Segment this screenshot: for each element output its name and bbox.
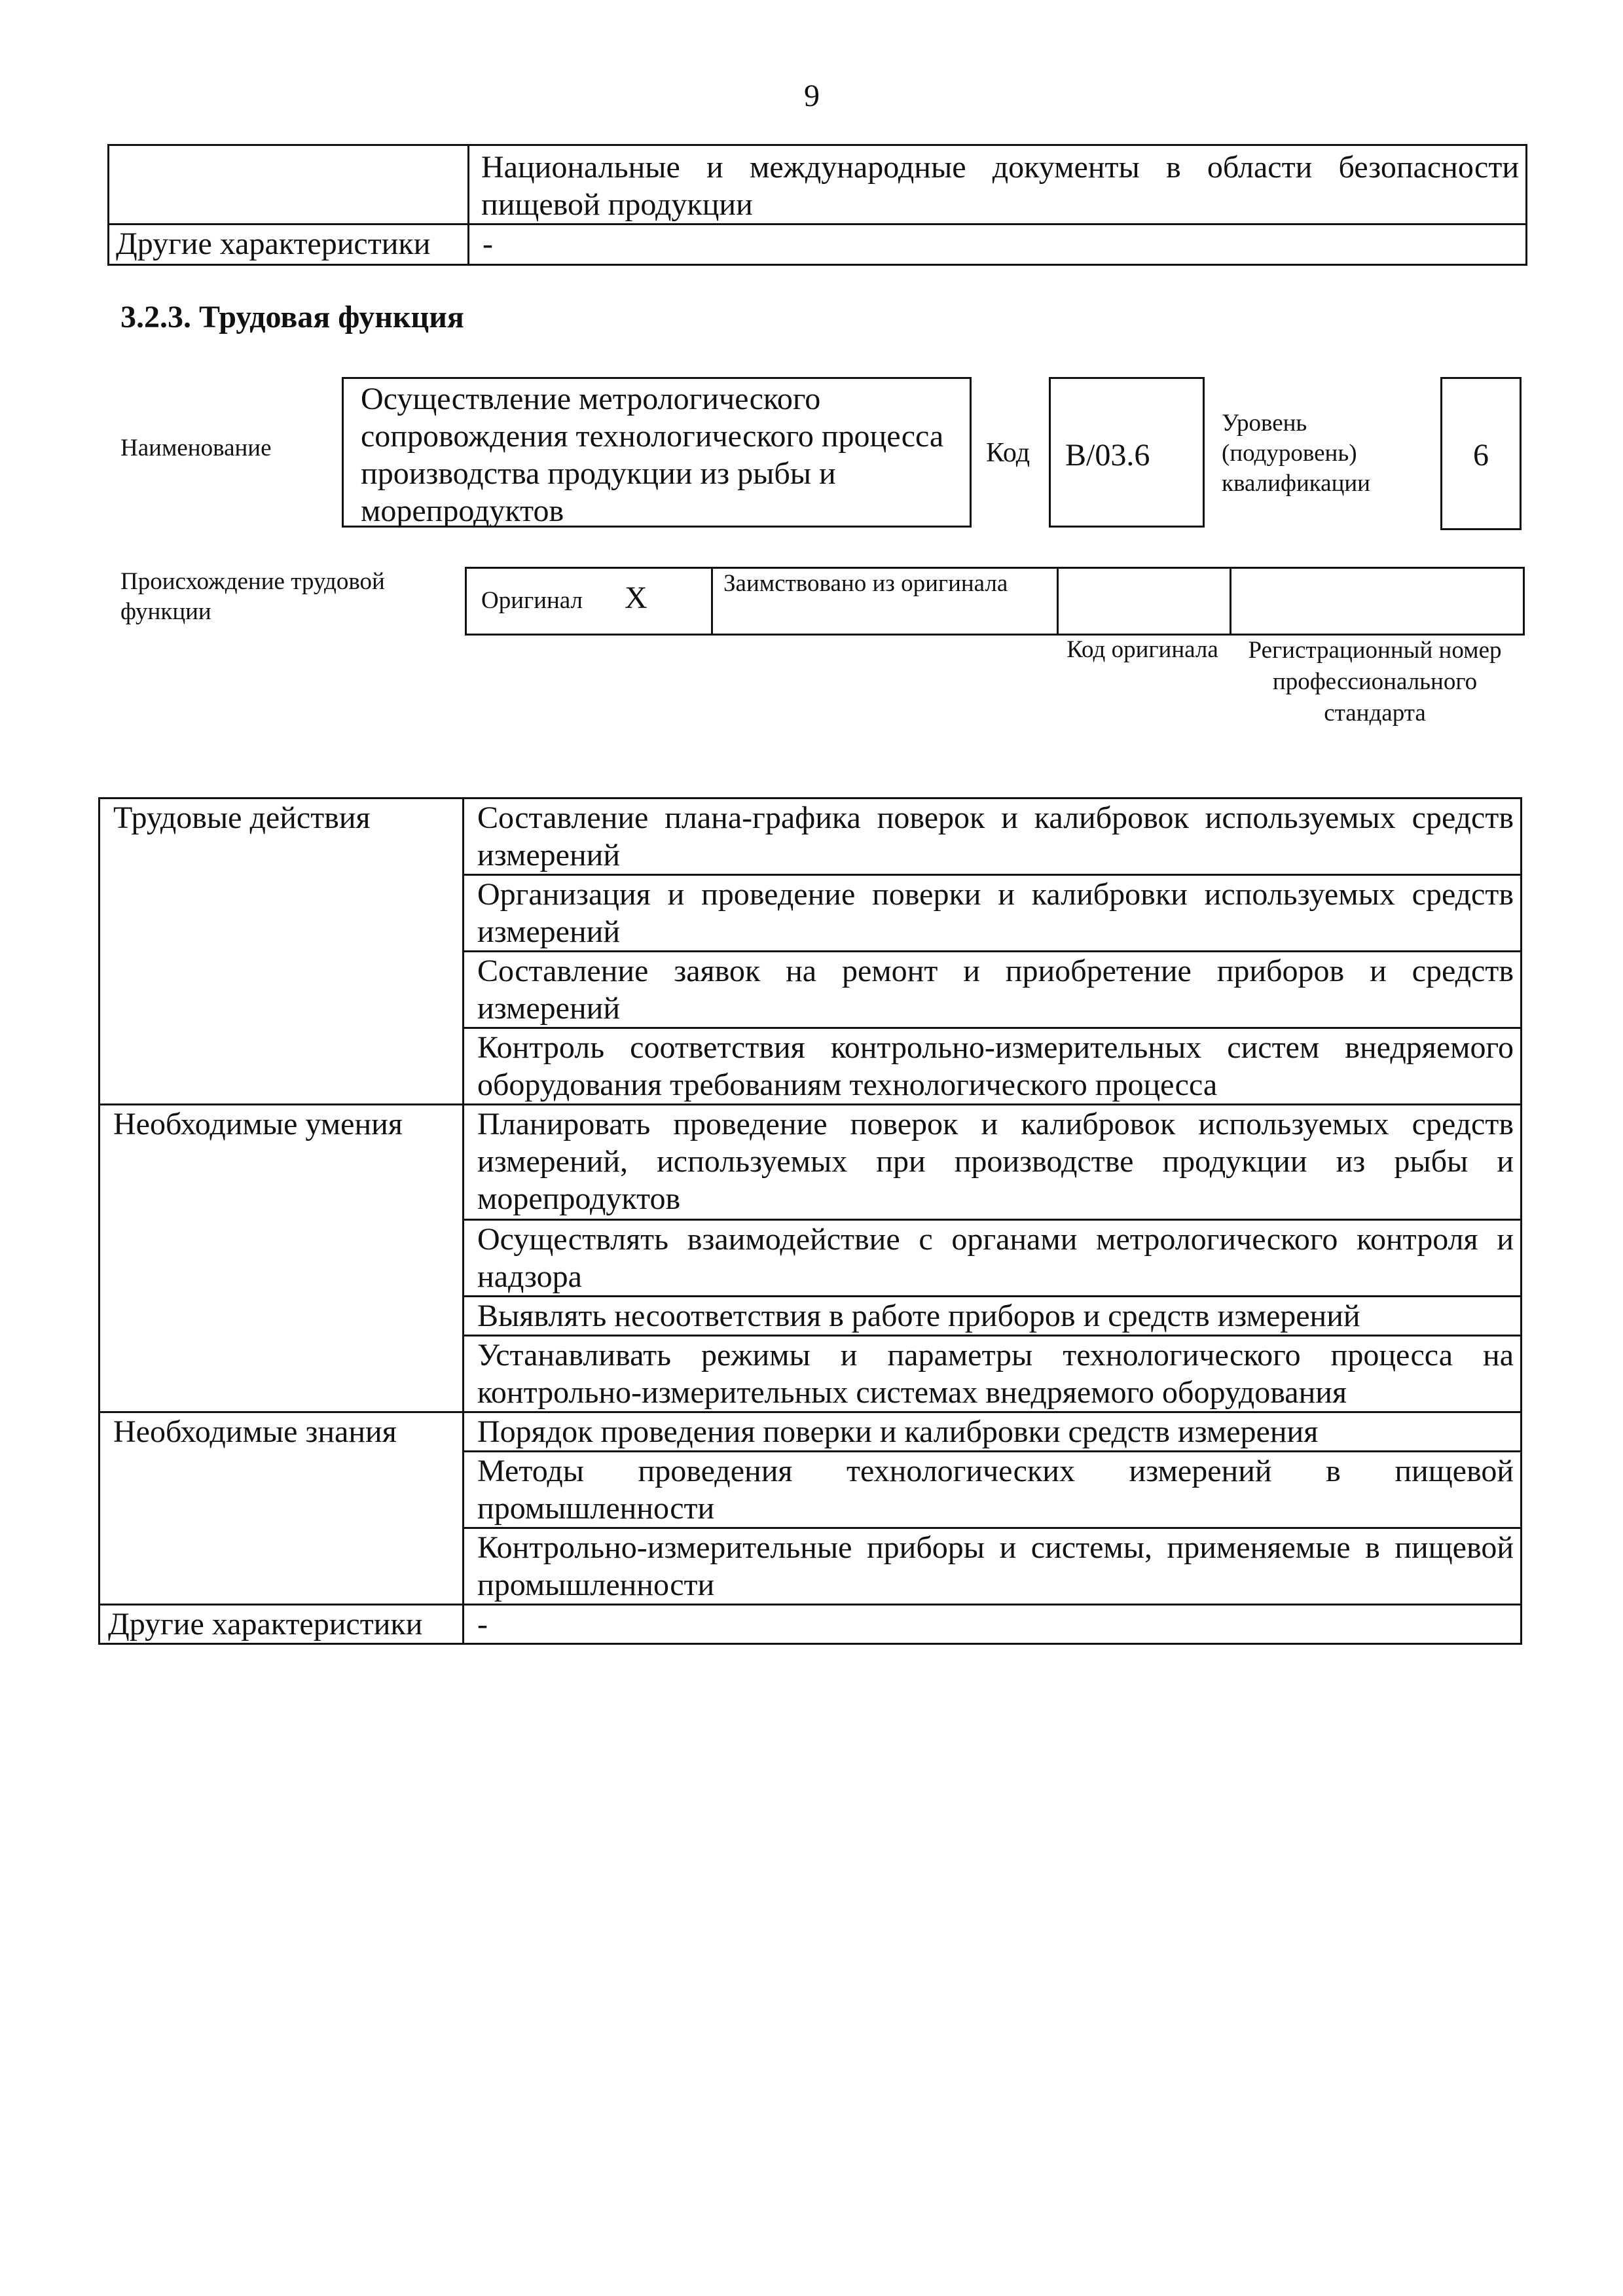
code-label: Код (986, 438, 1030, 468)
action-item: Контроль соответствия контрольно-измерительных систем внедряемого оборудования требованиям технологического процесса (464, 1028, 1522, 1105)
name-value-box: Осуществление метрологического сопровождения технологического процесса производства продукции из рыбы и морепродуктов (342, 377, 972, 528)
code-original-caption: Код оригинала (1067, 636, 1218, 663)
level-value-box: 6 (1440, 377, 1522, 530)
other-value: - (464, 1605, 1522, 1644)
original-label: Оригинал (481, 587, 583, 614)
code-value-box: B/03.6 (1049, 377, 1205, 528)
group-label-skills: Необходимые умения (100, 1105, 464, 1412)
page-number: 9 (804, 79, 820, 113)
borrowed-label: Заимствовано из оригинала (712, 568, 1058, 635)
continuation-text: Национальные и международные документы в области безопасности пищевой продукции (469, 145, 1527, 224)
knowledge-item: Методы проведения технологических измерений в пищевой промышленности (464, 1452, 1522, 1528)
action-item: Организация и проведение поверки и калибровки используемых средств измерений (464, 875, 1522, 952)
skill-item: Устанавливать режимы и параметры технологического процесса на контрольно-измерительных системах внедряемого оборудования (464, 1336, 1522, 1412)
action-item: Составление плана-графика поверок и калибровок используемых средств измерений (464, 798, 1522, 875)
action-item: Составление заявок на ремонт и приобретение приборов и средств измерений (464, 952, 1522, 1028)
group-label-actions: Трудовые действия (100, 798, 464, 1105)
top-table (107, 144, 1527, 266)
skill-item: Планировать проведение поверок и калибровок используемых средств измерений, используемых при производстве продукции из рыбы и морепродуктов (464, 1105, 1522, 1220)
original-cell (466, 568, 712, 635)
origin-table (465, 567, 1525, 636)
code-original-cell (1058, 568, 1231, 635)
skill-item: Осуществлять взаимодействие с органами метрологического контроля и надзора (464, 1220, 1522, 1297)
top-other-value: - (469, 224, 1527, 265)
main-table (98, 797, 1522, 1645)
other-label: Другие характеристики (100, 1605, 464, 1644)
knowledge-item: Порядок проведения поверки и калибровки средств измерения (464, 1412, 1522, 1452)
group-label-knowledge: Необходимые знания (100, 1412, 464, 1605)
section-title: 3.2.3. Трудовая функция (120, 300, 464, 334)
level-label: Уровень (подуровень) квалификации (1222, 410, 1370, 497)
top-other-label: Другие характеристики (109, 224, 469, 265)
origin-label: Происхождение трудовой функции (120, 568, 385, 625)
reg-number-cell (1231, 568, 1524, 635)
original-mark: X (625, 581, 647, 615)
reg-number-caption: Регистрационный номер профессионального стандарта (1248, 637, 1502, 726)
knowledge-item: Контрольно-измерительные приборы и системы, применяемые в пищевой промышленности (464, 1528, 1522, 1605)
skill-item: Выявлять несоответствия в работе приборов и средств измерений (464, 1297, 1522, 1336)
name-label: Наименование (120, 435, 272, 461)
